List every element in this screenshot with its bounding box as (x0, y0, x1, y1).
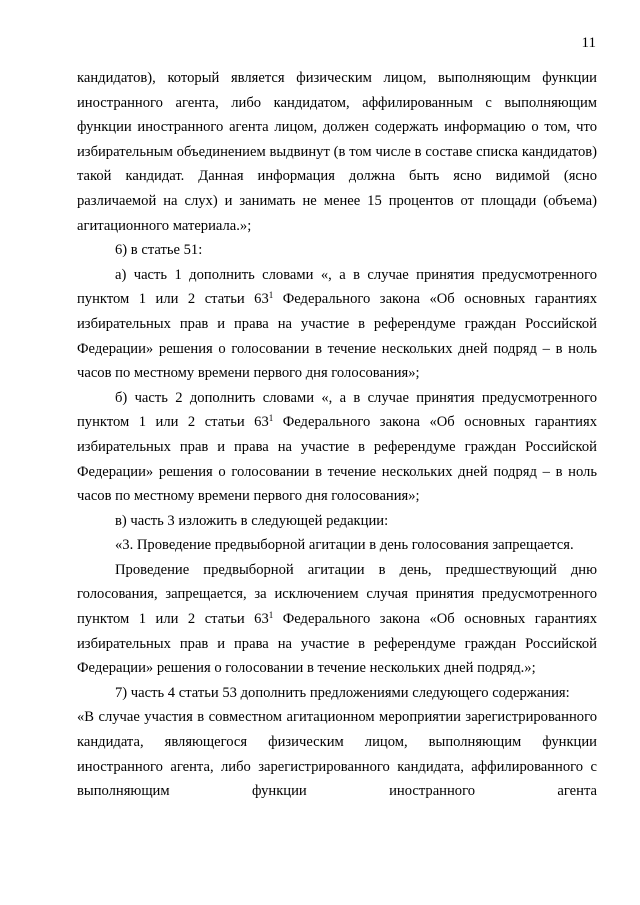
paragraph-text: Проведение предвыборной агитации в день, предшествующий дню голосования, запрещается, за исключением случая принятия предусмотренного пунктом 1 или 2 статьи 63 (77, 561, 597, 628)
paragraph-text: а) часть 1 дополнить словами «, а в случае принятия предусмотренного пунктом 1 или 2 статьи 63 (77, 266, 597, 308)
document-body (77, 66, 597, 804)
paragraph-quote-agitation (77, 558, 597, 681)
paragraph-item-6: 6) в статье 51: (115, 242, 203, 259)
paragraph-quote-part-3: «3. Проведение предвыборной агитации в день голосования запрещается. (115, 537, 574, 554)
paragraph-text: Федерального закона «Об основных гарантиях избирательных прав и права на участие в референдуме граждан Российской Федерации» решения о голосовании в течение нескольких дней подряд – в ноль часов по местному времени первого дня голосования»; (77, 291, 597, 382)
paragraph-item-6v: в) часть 3 изложить в следующей редакции: (115, 512, 389, 529)
paragraph-continuation: кандидатов), который является физическим лицом, выполняющим функции иностранного агента, либо кандидатом, аффилированным с выполняющим функции иностранного агента лицом, должен содержать информацию о том, что избирательным объединением выдвинут (в том числе в составе списка кандидатов) такой кандидат. Данная информация должна быть ясно видимой (ясно различаемой на слух) и занимать не менее 15 процентов от площади (объема) агитационного материала.»; (77, 70, 597, 234)
paragraph-item-6a (77, 263, 597, 386)
paragraph-text: б) часть 2 дополнить словами «, а в случае принятия предусмотренного пунктом 1 или 2 статьи 63 (77, 389, 597, 431)
paragraph-item-6b (77, 386, 597, 509)
paragraph-text: Федерального закона «Об основных гарантиях избирательных прав и права на участие в референдуме граждан Российской Федерации» решения о голосовании в течение нескольких дней подряд – в ноль часов по местному времени первого дня голосования»; (77, 414, 597, 505)
superscript-index: 1 (268, 413, 274, 424)
page-number: 11 (581, 35, 596, 51)
paragraph-item-7: 7) часть 4 статьи 53 дополнить предложениями следующего содержания: (115, 684, 570, 701)
paragraph-quote-joint-event: «В случае участия в совместном агитационном мероприятии зарегистрированного кандидата, являющегося физическим лицом, выполняющим функции иностранного агента, либо зарегистрированного кандидата, аффилированного с выполняющим функции иностранного агента (77, 709, 597, 800)
superscript-index: 1 (268, 610, 274, 621)
paragraph-text: Федерального закона «Об основных гарантиях избирательных прав и права на участие в референдуме граждан Российской Федерации» решения о голосовании в течение нескольких дней подряд.»; (77, 611, 597, 677)
superscript-index: 1 (268, 290, 274, 301)
